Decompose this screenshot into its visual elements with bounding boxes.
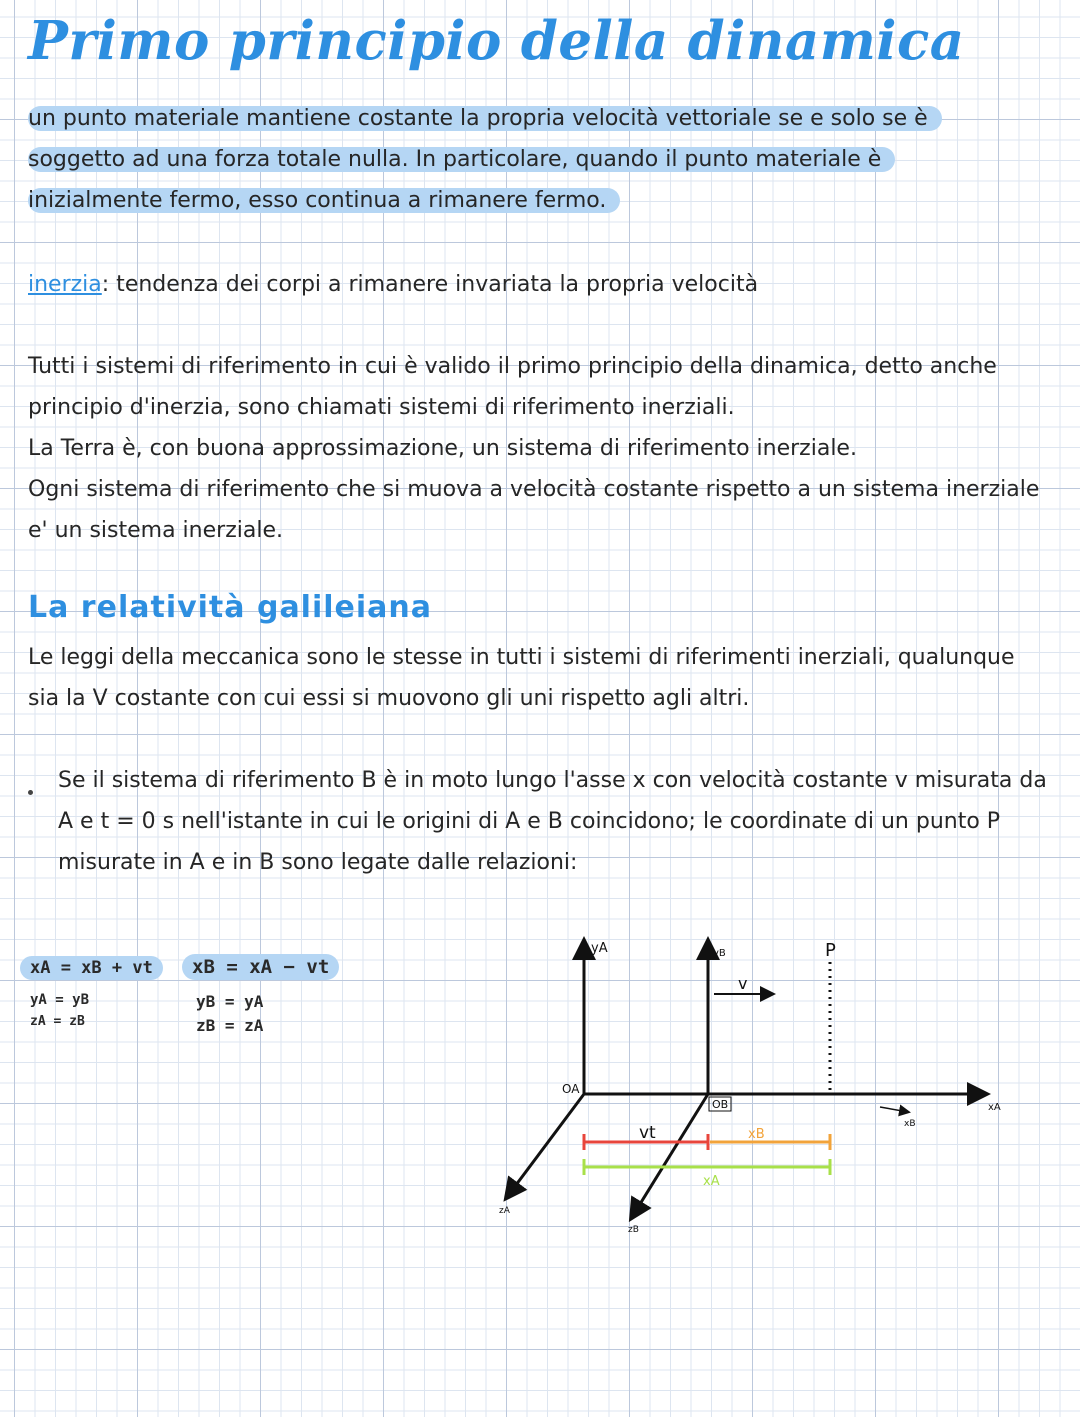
axis-xb-marker bbox=[880, 1107, 908, 1112]
label-point-p: P bbox=[825, 940, 836, 961]
relativity-line-1: Le leggi della meccanica sono le stesse in tutti i sistemi di riferimenti inerziali, qualunque bbox=[28, 645, 1015, 670]
axis-za-line bbox=[507, 1094, 584, 1197]
label-oa: OA bbox=[562, 1082, 580, 1096]
bullet-line-3: misurate in A e in B sono legate dalle relazioni: bbox=[58, 850, 578, 875]
definition-line-3: inizialmente fermo, esso continua a rimanere fermo. bbox=[28, 186, 620, 216]
label-xb-axis: xB bbox=[904, 1119, 916, 1129]
label-seg-xa: xA bbox=[703, 1174, 720, 1189]
label-velocity: v bbox=[738, 974, 748, 993]
label-xa-axis: xA bbox=[988, 1102, 1001, 1113]
formula-xb: xB = xA − vt bbox=[182, 956, 339, 978]
inertia-term: inerzia bbox=[28, 272, 102, 297]
label-seg-vt: vt bbox=[639, 1123, 656, 1143]
label-za: zA bbox=[499, 1206, 510, 1216]
section-title: La relatività galileiana bbox=[28, 590, 433, 625]
label-yb: yB bbox=[713, 948, 726, 959]
inertial-line-1: Tutti i sistemi di riferimento in cui è valido il primo principio della dinamica, detto anche bbox=[28, 354, 997, 379]
bullet-line-2: A e t = 0 s nell'istante in cui le origini di A e B coincidono; le coordinate di un punto P bbox=[58, 809, 1001, 834]
page-title: Primo principio della dinamica bbox=[28, 10, 965, 72]
inertia-definition: inerzia: tendenza dei corpi a rimanere invariata la propria velocità bbox=[28, 272, 759, 297]
inertial-line-3: La Terra è, con buona approssimazione, un sistema di riferimento inerziale. bbox=[28, 436, 857, 461]
definition-line-1: un punto materiale mantiene costante la propria velocità vettoriale se e solo se è bbox=[28, 104, 942, 134]
label-seg-xb: xB bbox=[748, 1127, 765, 1142]
definition-line-2: soggetto ad una forza totale nulla. In particolare, quando il punto materiale è bbox=[28, 145, 895, 175]
axis-zb-line bbox=[632, 1094, 708, 1217]
bullet-line-1: Se il sistema di riferimento B è in moto lungo l'asse x con velocità costante v misurata da bbox=[58, 768, 1047, 793]
inertial-line-4: Ogni sistema di riferimento che si muova a velocità costante rispetto a un sistema inerziale bbox=[28, 477, 1040, 502]
formula-zb: zB = zA bbox=[196, 1016, 264, 1035]
label-ya: yA bbox=[591, 941, 608, 956]
formula-ya: yA = yB bbox=[30, 992, 90, 1008]
label-ob: OB bbox=[712, 1098, 729, 1111]
inertial-line-5: e' un sistema inerziale. bbox=[28, 518, 283, 543]
label-zb: zB bbox=[628, 1225, 639, 1235]
formula-xa: xA = xB + vt bbox=[20, 958, 163, 978]
segment-xa-line bbox=[584, 1159, 830, 1175]
formula-za: zA = zB bbox=[30, 1014, 85, 1029]
inertial-line-2: principio d'inerzia, sono chiamati sistemi di riferimento inerziali. bbox=[28, 395, 735, 420]
segment-xb-line bbox=[710, 1134, 830, 1150]
formula-yb: yB = yA bbox=[196, 992, 264, 1011]
relativity-line-2: sia la V costante con cui essi si muovono gli uni rispetto agli altri. bbox=[28, 686, 750, 711]
